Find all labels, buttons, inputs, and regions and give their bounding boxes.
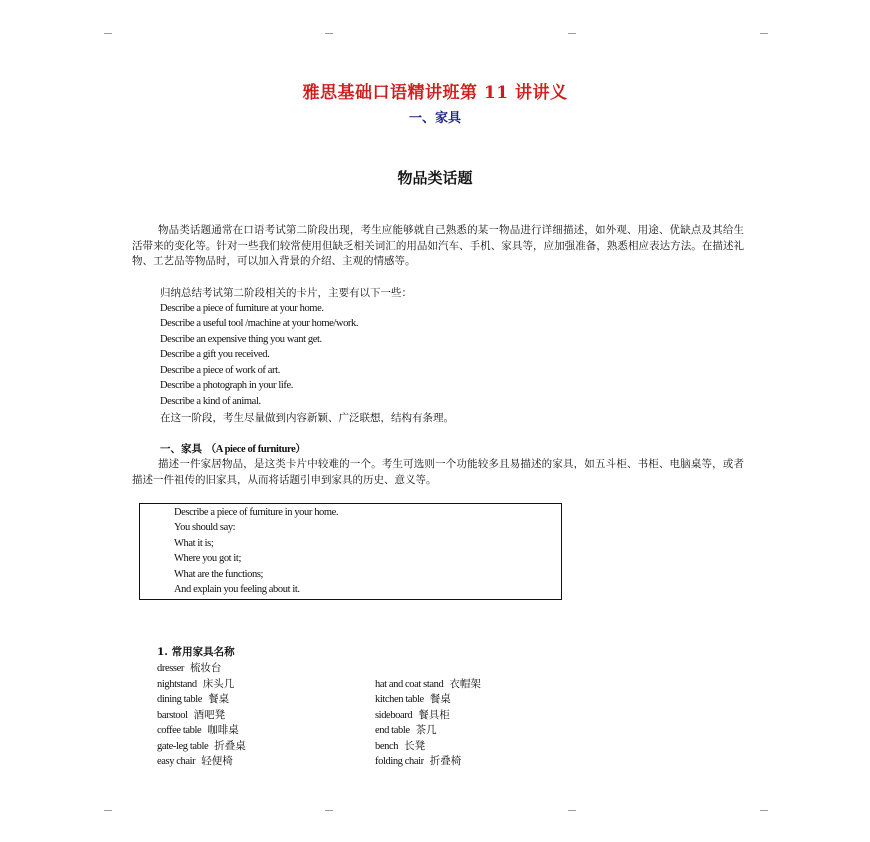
corner-mark <box>325 810 333 811</box>
card-item: Describe a piece of work of art. <box>160 365 280 376</box>
intro-paragraph: 物品类话题通常在口语考试第二阶段出现，考生应能够就自己熟悉的某一物品进行详细描述，如外观、用途、优缺点及其给生活带来的变化等。针对一些我们较常使用但缺乏相关词汇的用品如汽车、手机、家具等，应加强准备，熟悉相应表达方法。在描述礼物、工艺品等物品时，可以加入背景的介绍、主观的情感等。 <box>132 224 744 267</box>
summary-intro: 归纳总结考试第二阶段相关的卡片，主要有以下一些： <box>160 287 412 299</box>
card-item: Describe a useful tool /machine at your home/work. <box>160 318 359 329</box>
card-item: Describe a piece of furniture at your home. <box>160 303 324 314</box>
card-item: Describe a kind of animal. <box>160 396 261 407</box>
cue-card-line: You should say: <box>174 522 236 533</box>
cue-card-line: And explain you feeling about it. <box>174 584 300 595</box>
vocab-en: dresser <box>157 663 184 674</box>
vocab-zh: 餐具柜 <box>418 709 450 721</box>
vocab-zh: 轻便椅 <box>201 755 233 767</box>
card-item: Describe an expensive thing you want get. <box>160 334 322 345</box>
vocab-en: easy chair <box>157 756 196 767</box>
vocab-heading: 1. 常用家具名称 <box>157 646 235 658</box>
document-title: 雅思基础口语精讲班第 11 讲讲义 <box>302 83 568 103</box>
vocab-zh: 咖啡桌 <box>207 724 239 736</box>
vocab-en: sideboard <box>375 710 413 721</box>
card-item: Describe a photograph in your life. <box>160 380 293 391</box>
vocab-zh: 长凳 <box>404 740 426 752</box>
corner-mark <box>760 810 768 811</box>
vocab-en: dining table <box>157 694 203 705</box>
vocab-en: bench <box>375 741 399 752</box>
vocab-zh: 折叠椅 <box>429 755 462 767</box>
corner-mark <box>568 33 576 34</box>
corner-mark <box>760 33 768 34</box>
vocab-item <box>375 754 461 769</box>
vocab-zh: 衣帽架 <box>449 678 481 690</box>
cue-card-line: Describe a piece of furniture in your home. <box>174 507 339 518</box>
vocab-item <box>157 754 233 769</box>
corner-mark <box>568 810 576 811</box>
cue-card-box <box>139 503 562 600</box>
vocab-zh: 餐桌 <box>429 693 451 705</box>
vocab-en: barstool <box>157 710 188 721</box>
vocab-zh: 茶几 <box>415 724 437 736</box>
vocab-item <box>375 723 437 738</box>
vocab-item <box>375 708 450 723</box>
vocab-item <box>375 692 451 707</box>
vocab-item <box>157 692 229 707</box>
vocab-item <box>157 661 221 676</box>
corner-mark <box>104 33 112 34</box>
corner-mark <box>104 810 112 811</box>
furniture-heading-en: （A piece of furniture） <box>205 444 306 455</box>
document-subtitle: 一、家具 <box>408 111 461 126</box>
vocab-en: gate-leg table <box>157 741 209 752</box>
vocab-en: kitchen table <box>375 694 424 705</box>
vocab-en: end table <box>375 725 410 736</box>
vocab-item <box>157 708 225 723</box>
vocab-zh: 梳妆台 <box>189 662 222 674</box>
vocab-zh: 餐桌 <box>208 693 230 705</box>
vocab-en: coffee table <box>157 725 202 736</box>
vocab-item <box>157 677 234 692</box>
vocab-zh: 床头几 <box>202 678 235 690</box>
vocab-item <box>375 677 481 692</box>
vocab-zh: 酒吧凳 <box>193 709 226 721</box>
vocab-item <box>157 739 246 754</box>
cue-card-line: What it is; <box>174 538 214 549</box>
vocab-item <box>157 723 239 738</box>
corner-mark <box>325 33 333 34</box>
vocab-en: hat and coat stand <box>375 679 444 690</box>
vocab-en: folding chair <box>375 756 424 767</box>
furniture-heading-zh: 一、家具 <box>160 443 202 455</box>
cue-card-line: What are the functions; <box>174 569 264 580</box>
furniture-heading <box>160 442 305 457</box>
topic-heading: 物品类话题 <box>397 169 473 187</box>
cue-card-line: Where you got it; <box>174 553 241 564</box>
vocab-en: nightstand <box>157 679 197 690</box>
vocab-zh: 折叠桌 <box>214 740 246 752</box>
vocab-item <box>375 739 425 754</box>
advice-text: 在这一阶段，考生尽量做到内容新颖、广泛联想，结构有条理。 <box>160 412 454 424</box>
furniture-description: 描述一件家居物品，是这类卡片中较难的一个。考生可选则一个功能较多且易描述的家具，如五斗柜、书柜、电脑桌等，或者描述一件祖传的旧家具，从而将话题引申到家具的历史、意义等。 <box>132 458 744 486</box>
card-item: Describe a gift you received. <box>160 349 270 360</box>
